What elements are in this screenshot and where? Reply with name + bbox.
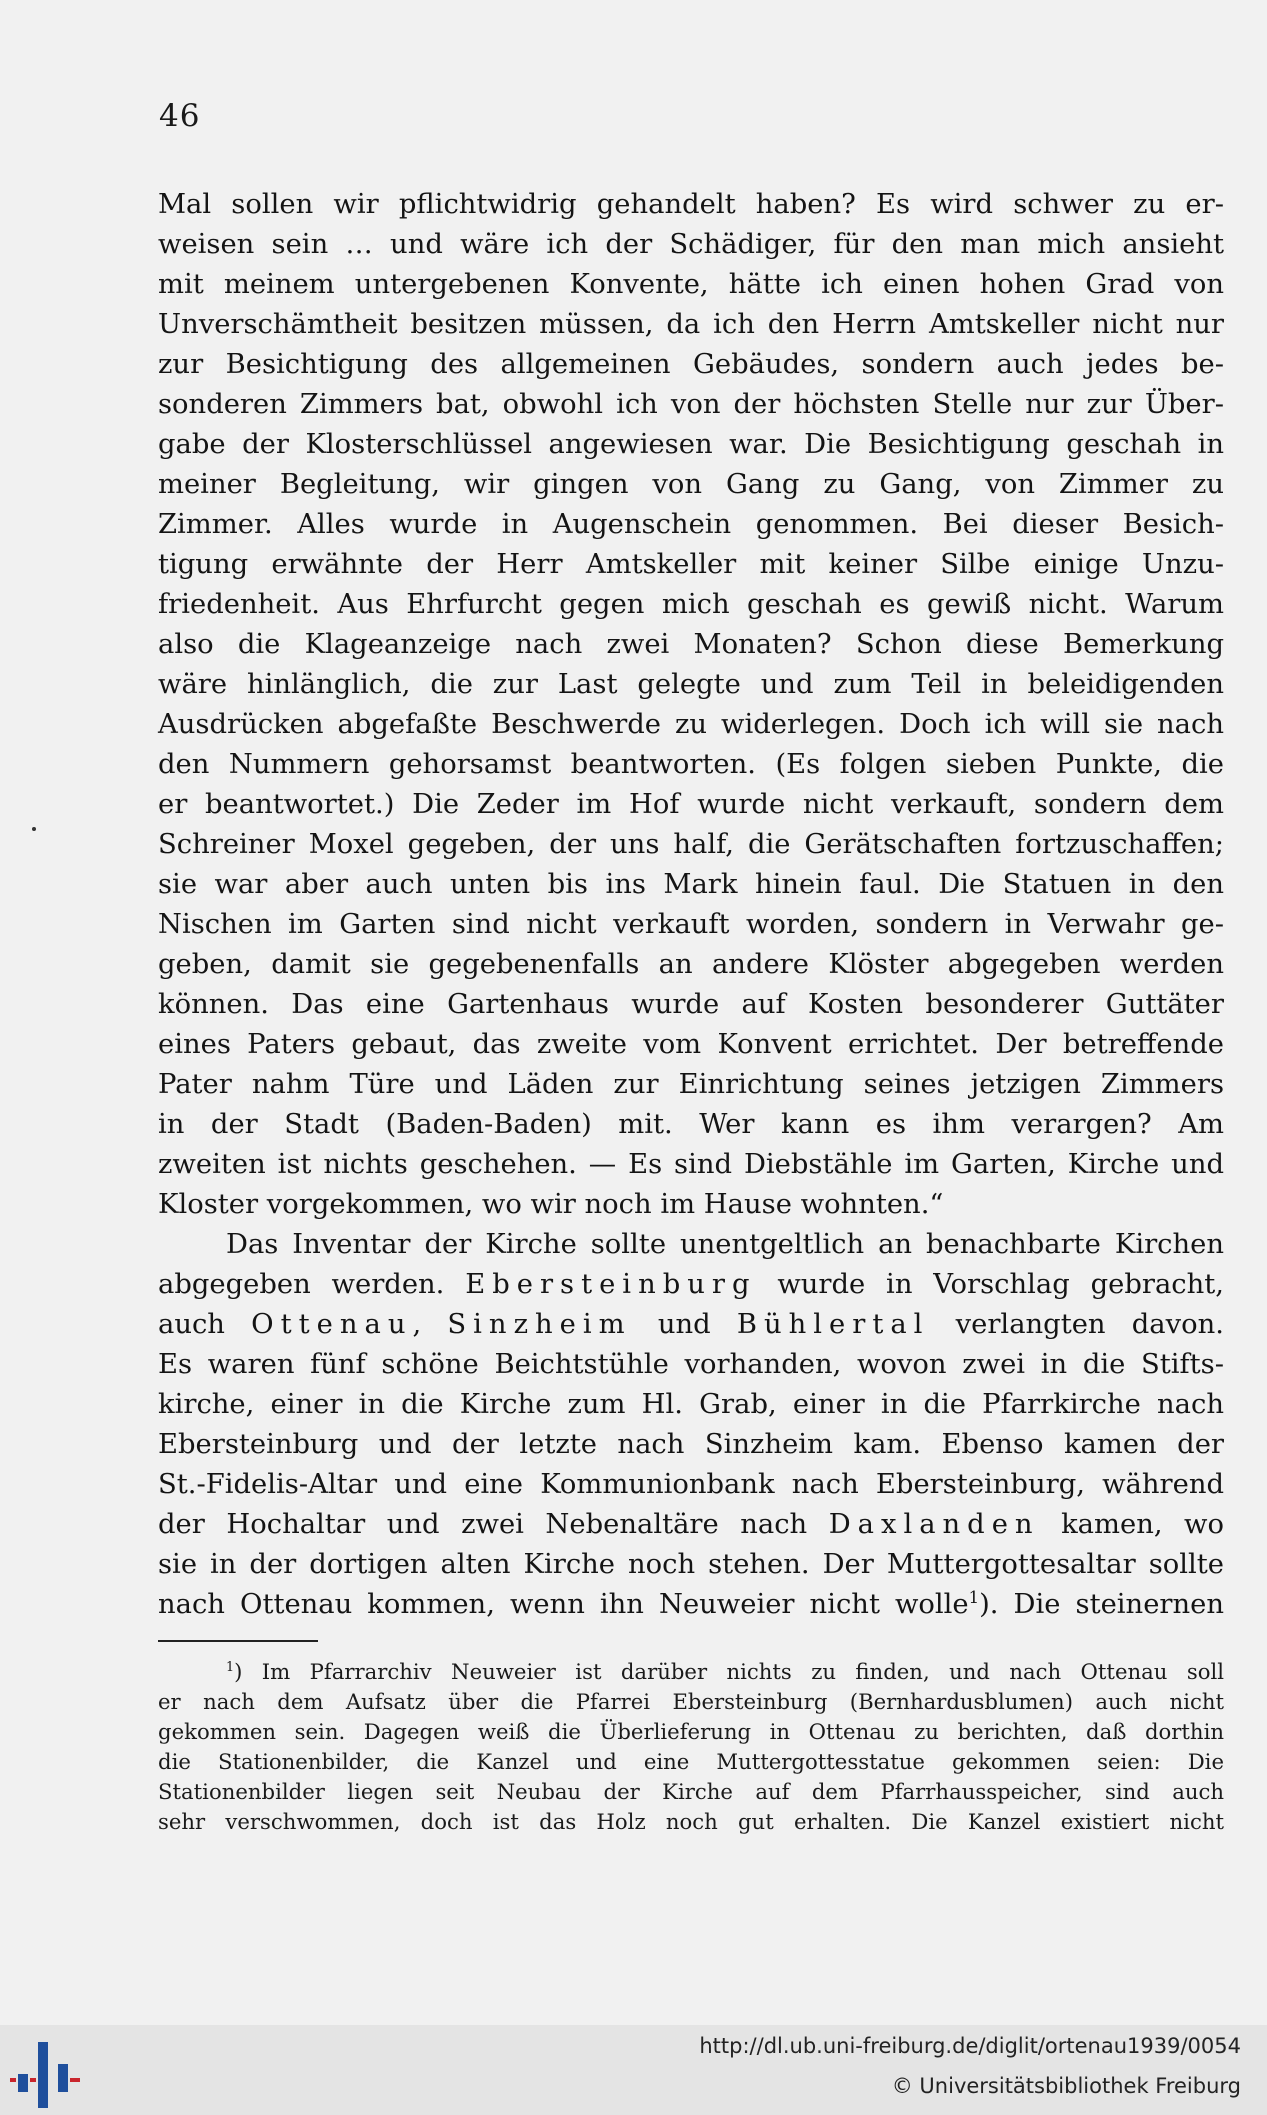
text-line: Kloster vorgekommen, wo wir noch im Hause wohnten.“: [158, 1189, 944, 1220]
text-line: Ausdrücken abgefaßte Beschwerde zu widerlegen. Doch ich will sie nach: [158, 709, 1224, 740]
text-line: sonderen Zimmers bat, obwohl ich von der höchsten Stelle nur zur Über-: [158, 389, 1224, 420]
text-line: Das Inventar der Kirche sollte unentgeltlich an benachbarte Kirchen: [226, 1229, 1224, 1260]
text-line: er beantwortet.) Die Zeder im Hof wurde nicht verkauft, sondern dem: [158, 789, 1224, 820]
place-name-buehlertal: Bühlertal: [736, 1309, 930, 1340]
text-line: Unverschämtheit besitzen müssen, da ich den Herrn Amtskeller nicht nur: [158, 309, 1224, 340]
text-fragment: nach Ottenau kommen, wenn ihn Neuweier nicht wolle: [158, 1589, 969, 1620]
logo-dash-right: [70, 2078, 80, 2082]
footnote-line: [158, 1657, 1224, 1687]
logo-bar-center: [38, 2042, 48, 2108]
text-line: können. Das eine Gartenhaus wurde auf Kosten besonderer Guttäter: [158, 989, 1224, 1020]
text-line: tigung erwähnte der Herr Amtskeller mit keiner Silbe einige Unzu-: [158, 549, 1224, 580]
text-line: Es waren fünf schöne Beichtstühle vorhanden, wovon zwei in die Stifts-: [158, 1349, 1224, 1380]
text-fragment: auch: [158, 1309, 225, 1340]
source-url-link[interactable]: http://dl.ub.uni-freiburg.de/diglit/ortenau1939/0054: [699, 2034, 1241, 2058]
copyright-notice: © Universitätsbibliothek Freiburg: [891, 2074, 1241, 2098]
place-name-sinzheim: Sinzheim: [447, 1309, 632, 1340]
logo-bar-right: [58, 2064, 68, 2092]
page-number: 46: [159, 98, 201, 134]
text-line: [158, 1265, 1224, 1305]
text-line: eines Paters gebaut, das zweite vom Konvent errichtet. Der betreffende: [158, 1029, 1224, 1060]
text-line: in der Stadt (Baden-Baden) mit. Wer kann es ihm verargen? Am: [158, 1109, 1224, 1140]
text-fragment: ,: [412, 1309, 422, 1340]
scan-speck: [32, 827, 36, 831]
logo-dash-mid: [30, 2078, 36, 2082]
place-name-ebersteinburg: Ebersteinburg: [465, 1269, 757, 1300]
text-fragment: und: [657, 1309, 711, 1340]
text-line: sie in der dortigen alten Kirche noch stehen. Der Muttergottesaltar sollte: [158, 1549, 1224, 1580]
text-line: Zimmer. Alles wurde in Augenschein genommen. Bei dieser Besich-: [158, 509, 1224, 540]
text-line: Mal sollen wir pflichtwidrig gehandelt haben? Es wird schwer zu er-: [158, 189, 1224, 220]
text-line: den Nummern gehorsamst beantworten. (Es folgen sieben Punkte, die: [158, 749, 1224, 780]
text-line: friedenheit. Aus Ehrfurcht gegen mich geschah es gewiß nicht. Warum: [158, 589, 1224, 620]
text-line: zur Besichtigung des allgemeinen Gebäudes, sondern auch jedes be-: [158, 349, 1224, 380]
footnote-line: Stationenbilder liegen seit Neubau der Kirche auf dem Pfarrhausspeicher, sind auch: [158, 1779, 1224, 1804]
footnote-line: er nach dem Aufsatz über die Pfarrei Ebersteinburg (Bernhardusblumen) auch nicht: [158, 1689, 1224, 1714]
text-fragment: kamen, wo: [1061, 1509, 1224, 1540]
footnotes: [158, 1657, 1224, 1837]
footnote-divider: [158, 1640, 318, 1642]
text-line: gabe der Klosterschlüssel angewiesen war. Die Besichtigung geschah in: [158, 429, 1224, 460]
place-name-ottenau: Ottenau: [251, 1309, 413, 1340]
footnote-marker: 1: [226, 1658, 235, 1674]
footnote-line: gekommen sein. Dagegen weiß die Überlieferung in Ottenau zu berichten, daß dorthin: [158, 1719, 1224, 1744]
text-line: wäre hinlänglich, die zur Last gelegte und zum Teil in beleidigenden: [158, 669, 1224, 700]
footnote-line: die Stationenbilder, die Kanzel und eine Muttergottesstatue gekommen seien: Die: [158, 1749, 1224, 1774]
text-fragment: verlangten davon.: [955, 1309, 1224, 1340]
text-line: Ebersteinburg und der letzte nach Sinzheim kam. Ebenso kamen der: [158, 1429, 1224, 1460]
text-fragment: ). Die steinernen: [979, 1589, 1224, 1620]
text-line: also die Klageanzeige nach zwei Monaten? Schon diese Bemerkung: [158, 629, 1224, 660]
logo-dash-left: [10, 2078, 16, 2082]
text-fragment: abgegeben werden.: [158, 1269, 445, 1300]
text-line: sie war aber auch unten bis ins Mark hinein faul. Die Statuen in den: [158, 869, 1224, 900]
logo-bar-left: [18, 2074, 28, 2092]
ub-freiburg-logo-icon[interactable]: [8, 2034, 86, 2110]
text-line: mit meinem untergebenen Konvente, hätte ich einen hohen Grad von: [158, 269, 1224, 300]
text-line: [158, 1585, 1224, 1625]
body-text: [158, 185, 1224, 1625]
text-line: Nischen im Garten sind nicht verkauft worden, sondern in Verwahr ge-: [158, 909, 1224, 940]
text-line: zweiten ist nichts geschehen. — Es sind Diebstähle im Garten, Kirche und: [158, 1149, 1224, 1180]
text-line: meiner Begleitung, wir gingen von Gang zu Gang, von Zimmer zu: [158, 469, 1224, 500]
footnote-reference: 1: [968, 1587, 980, 1607]
footnote-line: sehr verschwommen, doch ist das Holz noch gut erhalten. Die Kanzel existiert nicht: [158, 1809, 1224, 1834]
text-fragment: wurde in Vorschlag gebracht,: [777, 1269, 1224, 1300]
place-name-daxlanden: Daxlanden: [828, 1509, 1040, 1540]
text-line: weisen sein … und wäre ich der Schädiger, für den man mich ansieht: [158, 229, 1224, 260]
text-fragment: der Hochaltar und zwei Nebenaltäre nach: [158, 1509, 808, 1540]
text-line: St.-Fidelis-Altar und eine Kommunionbank nach Ebersteinburg, während: [158, 1469, 1224, 1500]
text-line: [158, 1505, 1224, 1545]
text-line: Schreiner Moxel gegeben, der uns half, die Gerätschaften fortzuschaffen;: [158, 829, 1224, 860]
text-line: kirche, einer in die Kirche zum Hl. Grab, einer in die Pfarrkirche nach: [158, 1389, 1224, 1420]
text-line: [158, 1305, 1224, 1345]
text-line: Pater nahm Türe und Läden zur Einrichtung seines jetzigen Zimmers: [158, 1069, 1224, 1100]
text-line: geben, damit sie gegebenenfalls an andere Klöster abgegeben werden: [158, 949, 1224, 980]
text-fragment: ) Im Pfarrarchiv Neuweier ist darüber nichts zu finden, und nach Ottenau soll: [234, 1659, 1224, 1684]
